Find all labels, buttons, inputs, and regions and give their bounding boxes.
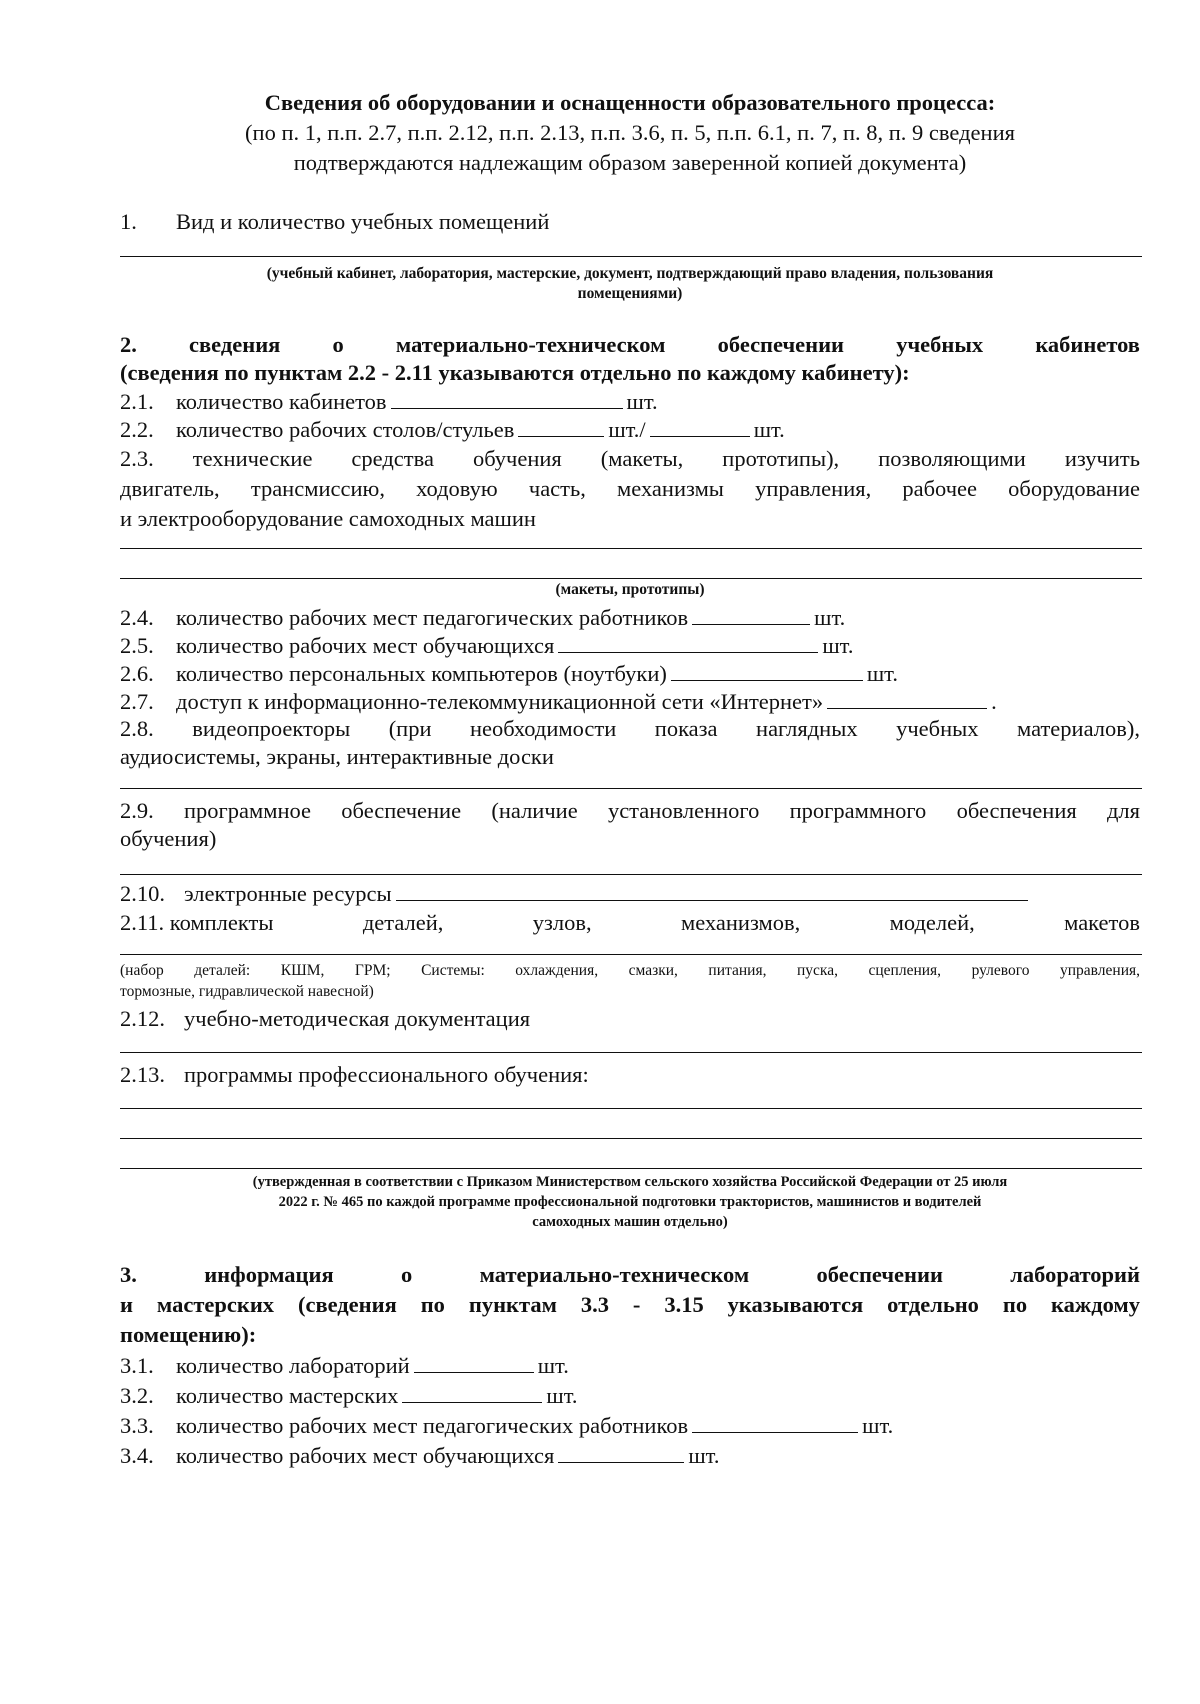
fill-line[interactable] [120,578,1142,579]
unit-label: шт. [814,605,846,630]
item-text: количество рабочих мест обучающихся [176,1443,555,1468]
item-2-1 [120,386,1140,417]
unit-label: шт. [862,1413,894,1438]
section-1-note-line1: (учебный кабинет, лаборатория, мастерские, документ, подтверждающий право владения, пользования [266,265,994,282]
blank-field[interactable] [414,1350,534,1373]
item-number: 2.10. [120,881,165,906]
item-text: электронные ресурсы [184,881,392,906]
item-word: 2.11. комплекты [120,910,274,935]
item-number: 3.1. [120,1353,154,1378]
document-subtitle-line2: подтверждаются надлежащим образом заверенной копией документа) [293,150,967,175]
unit-label: шт./ [608,417,646,442]
blank-field[interactable] [391,386,623,409]
item-number: 2.1. [120,389,154,414]
item-2-7 [120,686,1140,717]
document-subtitle-line1: (по п. 1, п.п. 2.7, п.п. 2.12, п.п. 2.13, п.п. 3.6, п. 5, п.п. 6.1, п. 7, п. 8, п. 9 сведения [245,120,1015,145]
item-2-9-line1: 2.9. программное обеспечение (наличие установленного программного обеспечения для [120,798,1140,823]
item-2-9-line2: обучения) [120,826,217,851]
item-number: 2.13. [120,1062,165,1087]
unit-label: шт. [546,1383,578,1408]
blank-field[interactable] [650,414,750,437]
heading-word: 3. [120,1262,137,1287]
item-word: моделей, [889,910,975,935]
item-text: количество лабораторий [176,1353,410,1378]
item-word: деталей, [362,910,444,935]
item-number: 3.2. [120,1383,154,1408]
fill-line[interactable] [120,788,1142,789]
item-2-10 [120,878,1140,909]
item-text: доступ к информационно-телекоммуникационной сети «Интернет» [176,689,824,714]
fill-line[interactable] [120,874,1142,875]
item-word: механизмов, [681,910,801,935]
fill-line[interactable] [120,1108,1142,1109]
item-text: количество персональных компьютеров (ноутбуки) [176,661,667,686]
blank-field[interactable] [396,878,1028,901]
blank-field[interactable] [671,658,863,681]
fill-line[interactable] [120,256,1142,257]
blank-field[interactable] [402,1380,542,1403]
item-2-3-line2: двигатель, трансмиссию, ходовую часть, механизмы управления, рабочее оборудование [120,476,1140,501]
unit-label: шт. [537,1353,569,1378]
item-3-4 [120,1440,1140,1471]
unit-label: шт. [626,389,658,414]
item-2-11-note-line1: (набор деталей: КШМ, ГРМ; Системы: охлаждения, смазки, питания, пуска, сцепления, рулевого управления, [120,962,1140,979]
fill-line[interactable] [120,548,1142,549]
item-number: 3.4. [120,1443,154,1468]
blank-field[interactable] [692,602,810,625]
item-text: количество рабочих мест педагогических работников [176,1413,689,1438]
unit-label: шт. [866,661,898,686]
item-2-3-line1: 2.3. технические средства обучения (макеты, прототипы), позволяющими изучить [120,446,1140,471]
unit-label: шт. [688,1443,720,1468]
item-text: количество мастерских [176,1383,399,1408]
heading-word: материально-техническом [479,1262,750,1287]
item-2-13-note-line1: (утвержденная в соответствии с Приказом Министерством сельского хозяйства Российской Федерации от 25 июля [252,1174,1008,1190]
item-2-6 [120,658,1140,689]
heading-word: обеспечении [816,1262,943,1287]
heading-word: о [401,1262,413,1287]
item-text: программы профессионального обучения: [184,1062,589,1087]
heading-word: 2. [120,332,137,357]
item-text: количество рабочих столов/стульев [176,417,515,442]
blank-field[interactable] [558,630,818,653]
item-text: количество рабочих мест педагогических работников [176,605,689,630]
blank-field[interactable] [518,414,604,437]
item-text: учебно-методическая документация [184,1006,531,1031]
fill-line[interactable] [120,1168,1142,1169]
item-2-13-note-line2: 2022 г. № 465 по каждой программе профессиональной подготовки трактористов, машинистов и водителей [278,1194,982,1210]
section-1-number: 1. [120,209,137,234]
heading-word: сведения [189,332,281,357]
item-word: узлов, [532,910,592,935]
heading-word: информация [204,1262,334,1287]
item-2-13-note-line3: самоходных машин отдельно) [532,1214,728,1230]
section-1 [120,207,1140,237]
unit-label: шт. [822,633,854,658]
fill-line[interactable] [120,1052,1142,1053]
item-2-13 [120,1060,1140,1090]
section-3-heading-line3: помещению): [120,1322,257,1347]
item-2-3-note: (макеты, прототипы) [555,581,705,598]
section-2-heading-line2: (сведения по пунктам 2.2 - 2.11 указываются отдельно по каждому кабинету): [120,360,910,385]
item-number: 3.3. [120,1413,154,1438]
section-1-note-line2: помещениями) [577,285,683,302]
item-word: макетов [1064,910,1140,935]
item-number: 2.6. [120,661,154,686]
item-number: 2.7. [120,689,154,714]
period: . [991,689,997,714]
item-number: 2.12. [120,1006,165,1031]
item-2-8-line1: 2.8. видеопроекторы (при необходимости показа наглядных учебных материалов), [120,716,1140,741]
section-2-heading-line1 [120,330,1140,360]
item-number: 2.5. [120,633,154,658]
item-2-8-line2: аудиосистемы, экраны, интерактивные доски [120,744,554,769]
unit-label: шт. [753,417,785,442]
fill-line[interactable] [120,954,1142,955]
heading-word: кабинетов [1035,332,1140,357]
item-number: 2.4. [120,605,154,630]
item-2-5 [120,630,1140,661]
heading-word: лабораторий [1010,1262,1140,1287]
item-2-4 [120,602,1140,633]
item-2-12 [120,1004,1140,1034]
section-3-heading-line1 [120,1260,1140,1290]
item-2-3-line3: и электрооборудование самоходных машин [120,506,536,531]
heading-word: о [332,332,344,357]
item-2-11 [120,908,1140,938]
heading-word: учебных [896,332,984,357]
blank-field[interactable] [558,1440,684,1463]
item-3-2 [120,1380,1140,1411]
item-2-2 [120,414,1140,445]
blank-field[interactable] [692,1410,858,1433]
item-number: 2.2. [120,417,154,442]
heading-word: обеспечении [717,332,845,357]
fill-line[interactable] [120,1138,1142,1139]
item-2-11-note-line2: тормозные, гидравлической навесной) [120,983,374,1000]
item-3-3 [120,1410,1140,1441]
heading-word: материально-техническом [395,332,666,357]
section-1-text: Вид и количество учебных помещений [176,209,550,234]
section-3-heading-line2: и мастерских (сведения по пунктам 3.3 - 3.15 указываются отдельно по каждому [120,1292,1140,1317]
document-title: Сведения об оборудовании и оснащенности образовательного процесса: [264,90,996,115]
item-text: количество кабинетов [176,389,387,414]
item-text: количество рабочих мест обучающихся [176,633,555,658]
blank-field[interactable] [827,686,987,709]
item-3-1 [120,1350,1140,1381]
